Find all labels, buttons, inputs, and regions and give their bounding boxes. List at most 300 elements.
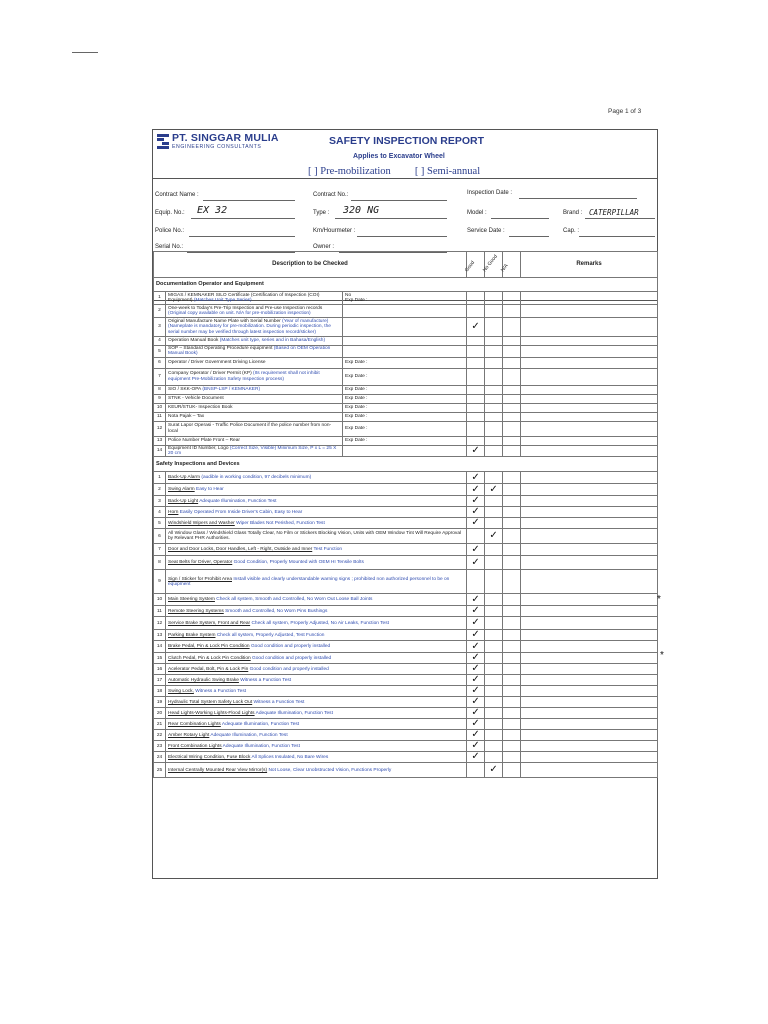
table-row	[154, 752, 658, 763]
item-criteria: (Matches unit type, series and in Bahasa/English)	[219, 338, 326, 344]
table-row	[154, 594, 658, 606]
good-checkbox[interactable]: ✓	[467, 664, 485, 675]
na-checkbox[interactable]	[503, 346, 521, 358]
item-criteria: Witness a Function Test	[240, 677, 292, 683]
remarks-cell[interactable]	[521, 556, 658, 570]
good-checkbox[interactable]	[467, 403, 485, 412]
na-checkbox[interactable]	[503, 763, 521, 778]
item-description	[166, 412, 343, 421]
remarks-cell[interactable]	[521, 368, 658, 385]
na-checkbox[interactable]	[503, 529, 521, 544]
na-checkbox[interactable]	[503, 484, 521, 496]
no-good-checkbox[interactable]	[485, 368, 503, 385]
item-description	[166, 617, 467, 630]
good-checkbox[interactable]	[467, 346, 485, 358]
good-checkbox[interactable]: ✓	[467, 675, 485, 686]
remarks-cell[interactable]	[521, 385, 658, 394]
no-good-checkbox[interactable]	[485, 697, 503, 708]
item-text: KEUR/STUK- Inspection Book	[168, 405, 233, 411]
good-checkbox[interactable]: ✓	[467, 617, 485, 630]
good-checkbox[interactable]: ✓	[467, 730, 485, 741]
item-text: Head Lights-Working Lights-Flood Lights	[168, 710, 255, 716]
semi-annual-checkbox[interactable]: [ ] Semi-annual	[414, 166, 481, 177]
service-date-label: Service Date :	[467, 228, 505, 234]
item-number: 9	[154, 394, 166, 403]
good-checkbox[interactable]: ✓	[467, 518, 485, 529]
no-good-checkbox[interactable]: ✓	[485, 484, 503, 496]
table-row	[154, 719, 658, 730]
no-good-checkbox[interactable]	[485, 346, 503, 358]
equip-no-value: EX 32	[197, 205, 228, 216]
good-checkbox[interactable]	[467, 421, 485, 436]
table-row	[154, 556, 658, 570]
table-header-row	[154, 252, 658, 278]
item-text: Windshield Wipers and Washer	[168, 520, 235, 526]
no-good-checkbox[interactable]	[485, 570, 503, 594]
remarks-cell[interactable]	[521, 436, 658, 445]
item-description	[166, 675, 467, 686]
item-expiry: Exp Date :	[343, 394, 467, 403]
na-checkbox[interactable]	[503, 357, 521, 368]
item-text: Sign / Sticker for Prohibit Area	[168, 576, 232, 582]
remarks-cell[interactable]	[521, 630, 658, 641]
type-label: Type :	[313, 210, 330, 216]
item-description	[166, 741, 467, 752]
item-number: 19	[154, 697, 166, 708]
no-good-checkbox[interactable]	[485, 292, 503, 305]
item-expiry: Exp Date :	[343, 412, 467, 421]
table-row	[154, 630, 658, 641]
item-criteria: (Year of manufacture) (Nameplate is mandatory for pre-mobilization. During periodic inspection, the serial number may be verified through latest inspection record/sticker)	[168, 318, 331, 335]
item-number: 16	[154, 664, 166, 675]
good-checkbox[interactable]: ✓	[467, 653, 485, 664]
item-criteria: Adequate Illumination, Function Test	[199, 498, 277, 504]
good-checkbox[interactable]	[467, 412, 485, 421]
company-name: PT. SINGGAR MULIA	[172, 132, 279, 144]
no-good-checkbox[interactable]	[485, 305, 503, 318]
na-checkbox[interactable]	[503, 630, 521, 641]
item-description	[166, 518, 467, 529]
remarks-cell[interactable]	[521, 730, 658, 741]
table-row	[154, 337, 658, 346]
no-good-checkbox[interactable]	[485, 496, 503, 507]
remarks-cell[interactable]	[521, 697, 658, 708]
table-row	[154, 606, 658, 617]
item-description	[166, 445, 343, 457]
contract-name-label: Contract Name :	[155, 192, 199, 198]
table-row	[154, 617, 658, 630]
good-checkbox[interactable]: ✓	[467, 708, 485, 719]
item-expiry: Exp Date :	[343, 436, 467, 445]
no-good-checkbox[interactable]	[485, 544, 503, 556]
table-row	[154, 394, 658, 403]
na-checkbox[interactable]	[503, 368, 521, 385]
na-checkbox[interactable]	[503, 292, 521, 305]
item-number: 11	[154, 606, 166, 617]
good-checkbox[interactable]	[467, 305, 485, 318]
item-description	[166, 496, 467, 507]
good-checkbox[interactable]: ✓	[467, 445, 485, 457]
na-checkbox[interactable]	[503, 617, 521, 630]
na-checkbox[interactable]	[503, 708, 521, 719]
na-checkbox[interactable]	[503, 752, 521, 763]
item-text: Seat Belts for Driver, Operator	[168, 560, 233, 566]
table-row	[154, 570, 658, 594]
item-criteria: Adequate Illumination, Function Test	[210, 732, 288, 738]
table-row	[154, 403, 658, 412]
item-expiry	[343, 337, 467, 346]
item-criteria: (Original copy available on unit. N/A for pre-mobilization inspection)	[168, 311, 311, 316]
item-number: 9	[154, 570, 166, 594]
remarks-cell[interactable]	[521, 719, 658, 730]
item-expiry	[343, 318, 467, 337]
table-row	[154, 529, 658, 544]
na-checkbox[interactable]	[503, 653, 521, 664]
table-row	[154, 368, 658, 385]
no-good-checkbox[interactable]	[485, 412, 503, 421]
good-checkbox[interactable]: ✓	[467, 556, 485, 570]
item-number: 14	[154, 445, 166, 457]
na-checkbox[interactable]	[503, 664, 521, 675]
na-checkbox[interactable]	[503, 719, 521, 730]
no-good-checkbox[interactable]	[485, 752, 503, 763]
applies-to: Applies to Excavator Wheel	[353, 153, 445, 160]
remarks-cell[interactable]	[521, 394, 658, 403]
item-description	[166, 385, 343, 394]
na-checkbox[interactable]	[503, 318, 521, 337]
table-row	[154, 507, 658, 518]
item-criteria: Adequate Illumination, Function Test	[255, 710, 333, 716]
table-row	[154, 318, 658, 337]
good-column-header: Good	[467, 252, 485, 278]
na-checkbox[interactable]	[503, 741, 521, 752]
good-checkbox[interactable]: ✓	[467, 472, 485, 484]
na-checkbox[interactable]	[503, 594, 521, 606]
remarks-cell[interactable]	[521, 292, 658, 305]
item-text: Main Steering System	[168, 597, 215, 603]
na-checkbox[interactable]	[503, 421, 521, 436]
good-checkbox[interactable]	[467, 529, 485, 544]
good-checkbox[interactable]	[467, 394, 485, 403]
table-row	[154, 496, 658, 507]
no-good-checkbox[interactable]	[485, 664, 503, 675]
remarks-cell[interactable]	[521, 445, 658, 457]
remarks-cell[interactable]	[521, 403, 658, 412]
item-description	[166, 752, 467, 763]
good-checkbox[interactable]: ✓	[467, 594, 485, 606]
item-criteria: (Correct Size, Visible) Minimum Size, P x L = 25 X 20 cm	[168, 445, 337, 457]
no-good-checkbox[interactable]	[485, 606, 503, 617]
good-checkbox[interactable]: ✓	[467, 630, 485, 641]
item-description	[166, 594, 467, 606]
no-good-checkbox[interactable]	[485, 445, 503, 457]
good-checkbox[interactable]: ✓	[467, 496, 485, 507]
table-row	[154, 763, 658, 778]
na-checkbox[interactable]	[503, 556, 521, 570]
item-number: 18	[154, 686, 166, 697]
item-criteria: Smooth and Controlled, No Worn Pins Bushings	[225, 608, 328, 614]
remarks-cell[interactable]	[521, 421, 658, 436]
item-expiry	[343, 445, 467, 457]
brand-value: CATERPILLAR	[589, 208, 639, 217]
no-good-checkbox[interactable]: ✓	[485, 763, 503, 778]
item-text: Electrical Wiring Condition, Fuse Block	[168, 754, 251, 760]
item-text: Original Manufacture Name Plate with Serial Number	[168, 318, 281, 324]
item-description	[166, 292, 343, 305]
type-value: 320 NG	[343, 205, 380, 216]
item-description	[166, 484, 467, 496]
item-description	[166, 763, 467, 778]
item-text: Operation Manual Book	[168, 338, 219, 344]
contract-no-label: Contract No.:	[313, 192, 349, 198]
remarks-cell[interactable]	[521, 741, 658, 752]
good-checkbox[interactable]	[467, 570, 485, 594]
item-number: 3	[154, 318, 166, 337]
table-row	[154, 544, 658, 556]
na-checkbox[interactable]	[503, 730, 521, 741]
good-checkbox[interactable]: ✓	[467, 686, 485, 697]
no-good-checkbox[interactable]	[485, 653, 503, 664]
remarks-cell[interactable]	[521, 617, 658, 630]
item-expiry	[343, 305, 467, 318]
no-good-checkbox[interactable]	[485, 436, 503, 445]
no-good-checkbox[interactable]	[485, 630, 503, 641]
item-expiry: No Exp Date :	[343, 292, 467, 305]
na-checkbox[interactable]	[503, 507, 521, 518]
remarks-cell[interactable]	[521, 305, 658, 318]
item-description	[166, 394, 343, 403]
good-checkbox[interactable]	[467, 337, 485, 346]
remarks-cell[interactable]	[521, 708, 658, 719]
cap-label: Cap. :	[563, 228, 580, 234]
item-text: Service Brake System, Front and Rear	[168, 620, 251, 626]
item-criteria: Check all system, Properly Adjusted, Test Function	[216, 632, 325, 638]
item-description	[166, 305, 343, 318]
na-checkbox[interactable]	[503, 403, 521, 412]
item-description	[166, 570, 467, 594]
no-good-checkbox[interactable]	[485, 730, 503, 741]
item-text: Equipment ID Number, Logo	[168, 445, 229, 451]
no-good-checkbox[interactable]: ✓	[485, 529, 503, 544]
na-checkbox[interactable]	[503, 412, 521, 421]
na-checkbox[interactable]	[503, 472, 521, 484]
table-row	[154, 697, 658, 708]
brand-label: Brand :	[563, 210, 583, 216]
table-row	[154, 305, 658, 318]
no-good-checkbox[interactable]	[485, 708, 503, 719]
model-label: Model :	[467, 210, 487, 216]
good-checkbox[interactable]: ✓	[467, 507, 485, 518]
remarks-cell[interactable]	[521, 518, 658, 529]
no-good-checkbox[interactable]	[485, 617, 503, 630]
item-text: One-week to Today's Pre-Trip Inspection and Pre-use Inspection records	[168, 305, 323, 311]
na-checkbox[interactable]	[503, 570, 521, 594]
item-criteria: (audible in working condition, 97 decibels minimum)	[201, 475, 312, 481]
na-checkbox[interactable]	[503, 641, 521, 653]
remarks-cell[interactable]	[521, 337, 658, 346]
no-good-checkbox[interactable]	[485, 472, 503, 484]
table-row	[154, 357, 658, 368]
no-good-checkbox[interactable]	[485, 357, 503, 368]
na-checkbox[interactable]	[503, 394, 521, 403]
item-text: Remote Steering Systems	[168, 608, 224, 614]
no-good-checkbox[interactable]	[485, 641, 503, 653]
item-number: 2	[154, 305, 166, 318]
remarks-cell[interactable]	[521, 606, 658, 617]
na-checkbox[interactable]	[503, 445, 521, 457]
table-row	[154, 675, 658, 686]
item-number: 12	[154, 617, 166, 630]
no-good-checkbox[interactable]	[485, 741, 503, 752]
item-text: Front Combination Lights	[168, 743, 222, 749]
item-number: 24	[154, 752, 166, 763]
no-good-checkbox[interactable]	[485, 594, 503, 606]
remarks-cell[interactable]	[521, 346, 658, 358]
no-good-checkbox[interactable]	[485, 403, 503, 412]
remarks-cell[interactable]	[521, 653, 658, 664]
remarks-cell[interactable]	[521, 472, 658, 484]
remarks-cell[interactable]	[521, 357, 658, 368]
good-checkbox[interactable]: ✓	[467, 752, 485, 763]
item-criteria: Not Loose, Clear Unobstructed Vision, Functions Properly	[268, 767, 392, 773]
remarks-cell[interactable]	[521, 686, 658, 697]
item-text: Brake Pedal, Pin & Lock Pin Condition	[168, 644, 250, 650]
item-criteria: (Matches Unit Type Series)	[193, 298, 252, 303]
pre-mobilization-checkbox[interactable]: [ ] Pre-mobilization	[308, 166, 391, 177]
item-number: 7	[154, 368, 166, 385]
item-description	[166, 318, 343, 337]
no-good-checkbox[interactable]	[485, 675, 503, 686]
item-description	[166, 529, 467, 544]
item-description	[166, 472, 467, 484]
no-good-checkbox[interactable]	[485, 385, 503, 394]
table-row	[154, 686, 658, 697]
na-checkbox[interactable]	[503, 675, 521, 686]
good-checkbox[interactable]: ✓	[467, 697, 485, 708]
good-checkbox[interactable]: ✓	[467, 606, 485, 617]
remarks-cell[interactable]	[521, 664, 658, 675]
no-good-checkbox[interactable]	[485, 394, 503, 403]
no-good-checkbox[interactable]	[485, 507, 503, 518]
no-good-checkbox[interactable]	[485, 318, 503, 337]
item-text: Acelerator Pedal, Bolt, Pin & Lock Pin	[168, 666, 249, 672]
serial-no-label: Serial No.:	[155, 244, 184, 250]
remarks-cell[interactable]	[521, 529, 658, 544]
no-good-checkbox[interactable]	[485, 556, 503, 570]
no-good-checkbox[interactable]	[485, 337, 503, 346]
divider	[153, 178, 657, 179]
item-description	[166, 403, 343, 412]
item-number: 8	[154, 556, 166, 570]
good-checkbox[interactable]: ✓	[467, 719, 485, 730]
good-checkbox[interactable]	[467, 292, 485, 305]
na-checkbox[interactable]	[503, 337, 521, 346]
item-criteria: All Splices Insulated, No Bare Wires	[251, 754, 329, 760]
good-checkbox[interactable]	[467, 385, 485, 394]
item-text: Hydraulic Total System Safety Lock Out	[168, 699, 253, 705]
inspection-form	[152, 129, 658, 879]
item-expiry: Exp Date :	[343, 421, 467, 436]
remarks-cell[interactable]	[521, 412, 658, 421]
item-number: 7	[154, 544, 166, 556]
remarks-cell[interactable]	[521, 641, 658, 653]
remarks-cell[interactable]	[521, 544, 658, 556]
company-logo-icon	[157, 134, 169, 149]
item-number: 12	[154, 421, 166, 436]
remarks-cell[interactable]	[521, 675, 658, 686]
item-description	[166, 556, 467, 570]
no-good-checkbox[interactable]	[485, 518, 503, 529]
item-criteria: Easily Operated From Inside Driver's Cabin, Easy to Hear	[179, 509, 303, 515]
good-checkbox[interactable]	[467, 436, 485, 445]
remarks-cell[interactable]	[521, 763, 658, 778]
no-good-checkbox[interactable]	[485, 421, 503, 436]
item-criteria: Witness a Function Test	[195, 688, 247, 694]
no-good-checkbox[interactable]	[485, 686, 503, 697]
good-checkbox[interactable]: ✓	[467, 484, 485, 496]
remarks-cell[interactable]	[521, 484, 658, 496]
good-checkbox[interactable]: ✓	[467, 544, 485, 556]
item-number: 20	[154, 708, 166, 719]
item-text: Swing Lock,	[168, 688, 194, 694]
item-text: Nota Pajak – Tax	[168, 414, 205, 420]
na-checkbox[interactable]	[503, 544, 521, 556]
no-good-checkbox[interactable]	[485, 719, 503, 730]
na-checkbox[interactable]	[503, 305, 521, 318]
item-text: Horn	[168, 509, 179, 515]
item-number: 15	[154, 653, 166, 664]
remarks-cell[interactable]	[521, 594, 658, 606]
remarks-cell[interactable]	[521, 496, 658, 507]
equipment-info	[153, 180, 657, 252]
remarks-cell[interactable]	[521, 752, 658, 763]
section-header	[154, 457, 658, 472]
item-description	[166, 719, 467, 730]
good-checkbox[interactable]: ✓	[467, 741, 485, 752]
item-text: Back-Up Light	[168, 498, 199, 504]
remarks-cell[interactable]	[521, 507, 658, 518]
good-checkbox[interactable]	[467, 763, 485, 778]
page-number: Page 1 of 3	[608, 108, 642, 115]
remarks-cell[interactable]	[521, 570, 658, 594]
item-number: 13	[154, 630, 166, 641]
item-description	[166, 337, 343, 346]
item-description	[166, 421, 343, 436]
na-checkbox[interactable]	[503, 686, 521, 697]
checklist-table	[153, 251, 658, 778]
remarks-cell[interactable]	[521, 318, 658, 337]
good-checkbox[interactable]	[467, 368, 485, 385]
item-number: 21	[154, 719, 166, 730]
na-checkbox[interactable]	[503, 496, 521, 507]
table-row	[154, 641, 658, 653]
good-checkbox[interactable]	[467, 357, 485, 368]
item-description	[166, 730, 467, 741]
item-description	[166, 686, 467, 697]
item-number: 5	[154, 346, 166, 358]
good-checkbox[interactable]: ✓	[467, 318, 485, 337]
na-checkbox[interactable]	[503, 606, 521, 617]
police-no-label: Police No.:	[155, 228, 185, 234]
item-expiry: Exp Date :	[343, 357, 467, 368]
na-checkbox[interactable]	[503, 385, 521, 394]
na-checkbox[interactable]	[503, 697, 521, 708]
item-criteria: Adequate Illumination, Function Test	[221, 721, 300, 727]
na-checkbox[interactable]	[503, 436, 521, 445]
na-checkbox[interactable]	[503, 518, 521, 529]
item-number: 25	[154, 763, 166, 778]
good-checkbox[interactable]: ✓	[467, 641, 485, 653]
